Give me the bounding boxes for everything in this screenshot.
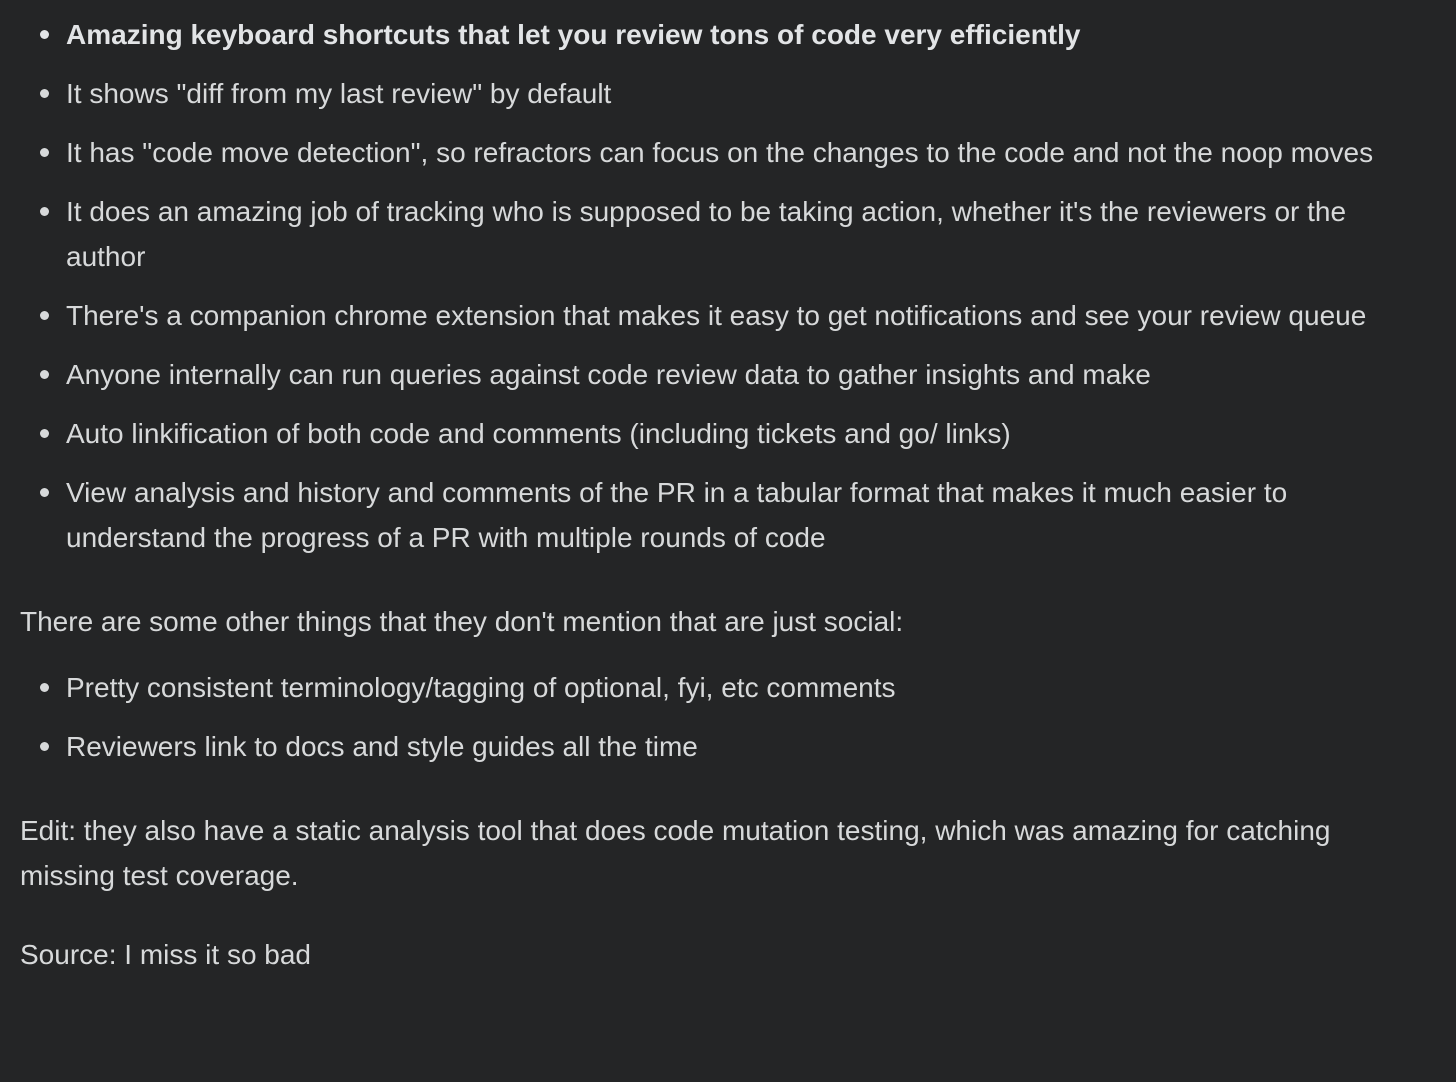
list-item-tabular-pr-view: View analysis and history and comments of the PR in a tabular format that makes it much easier to understand the progress of a PR with multiple rounds of code bbox=[66, 470, 1408, 560]
list-item-keyboard-shortcuts: Amazing keyboard shortcuts that let you review tons of code very efficiently bbox=[66, 12, 1408, 57]
social-intro-paragraph: There are some other things that they don't mention that are just social: bbox=[20, 606, 904, 637]
list-item-diff-default: It shows "diff from my last review" by default bbox=[66, 71, 1408, 116]
comment-body bbox=[20, 12, 1408, 977]
list-item-action-tracking: It does an amazing job of tracking who is supposed to be taking action, whether it's the reviewers or the author bbox=[66, 189, 1408, 279]
social-list bbox=[20, 665, 1408, 769]
list-item-chrome-extension: There's a companion chrome extension that makes it easy to get notifications and see your review queue bbox=[66, 293, 1408, 338]
list-item-queries-insights: Anyone internally can run queries against code review data to gather insights and make bbox=[66, 352, 1408, 397]
feature-list bbox=[20, 12, 1408, 560]
list-item-terminology-tagging: Pretty consistent terminology/tagging of optional, fyi, etc comments bbox=[66, 665, 1408, 710]
source-note-paragraph: Source: I miss it so bad bbox=[20, 939, 312, 970]
edit-note-paragraph: Edit: they also have a static analysis tool that does code mutation testing, which was amazing for catching missing test coverage. bbox=[20, 815, 1331, 891]
list-item-code-move-detection: It has "code move detection", so refractors can focus on the changes to the code and not the noop moves bbox=[66, 130, 1408, 175]
list-item-docs-style-guides: Reviewers link to docs and style guides all the time bbox=[66, 724, 1408, 769]
list-item-auto-linkification: Auto linkification of both code and comments (including tickets and go/ links) bbox=[66, 411, 1408, 456]
